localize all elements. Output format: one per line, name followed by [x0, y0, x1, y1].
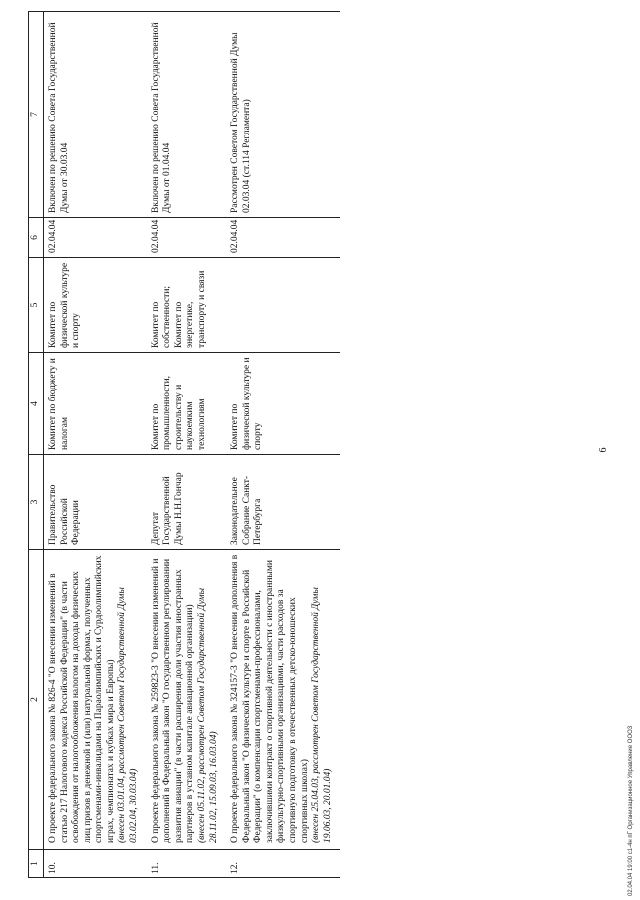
column-header: 3: [29, 455, 44, 550]
status: Включен по решению Совета Государственной Думы от 01.04.04: [147, 12, 226, 218]
column-header: 2: [29, 550, 44, 850]
column-header: 4: [29, 353, 44, 455]
bill-description: [44, 550, 147, 850]
date: 02.04.04: [226, 218, 340, 258]
responsible-committee: Комитет по физической культуре и спорту: [226, 353, 340, 455]
bill-description: [147, 550, 226, 850]
status: Включен по решению Совета Государственной Думы от 30.03.04: [44, 12, 147, 218]
column-header: 1: [29, 850, 44, 878]
bill-description: [226, 550, 340, 850]
row-number: 11.: [147, 850, 226, 878]
row-number: 12.: [226, 850, 340, 878]
co-committee: [226, 258, 340, 353]
bill-author: Правительство Российской Федерации: [44, 455, 147, 550]
page-number: 6: [598, 447, 609, 453]
column-header: 6: [29, 218, 44, 258]
bill-history-note: (внесен 03.01.04, рассмотрен Советом Государственной Думы 03.02.04, 30.03.04): [117, 587, 140, 843]
column-header: 5: [29, 258, 44, 353]
table-row: [44, 12, 147, 878]
status: Рассмотрен Советом Государственной Думы 02.03.04 (ст.114 Регламента): [226, 12, 340, 218]
row-number: 10.: [44, 850, 147, 878]
bill-history-note: (внесен 25.04.03, рассмотрен Советом Государственной Думы 19.06.03, 20.01.04): [311, 587, 333, 843]
bill-history-note: (внесен 05.11.02, рассмотрен Советом Государственной Думы 28.11.02, 15.09.03, 16.03.04): [196, 587, 219, 843]
date: 02.04.04: [147, 218, 226, 258]
date: 02.04.04: [44, 218, 147, 258]
bill-author: Депутат Государственной Думы Н.Н.Гончар: [147, 455, 226, 550]
table-row: [147, 12, 226, 878]
column-header: 7: [29, 12, 44, 218]
bill-author: Законодательное Собрание Санкт-Петербурга: [226, 455, 340, 550]
bills-table: [28, 11, 340, 878]
header-row: [29, 12, 44, 878]
table-row: [226, 12, 340, 878]
bill-title: О проекте федерального закона № 324157-3 "О внесении дополнения в Федеральный закон "О физической культуре и спорте в Российской Федерации" (о компенсации спортсменами-профессионалами, заключившими контракт о спортивной деятельности с иностранными физкультурно-спортивными организациями, части расходов за спортивную подготовку в отечественных детско-юношеских спортивных школах): [230, 554, 310, 843]
bill-title: О проекте федерального закона № 826-4 "О внесении изменений в статью 217 Налогового кодекса Российской Федерации" (в части освобождения от налогообложения налогом на доходы физических лиц призов в денежной и (или) натуральной формах, полученных спортсменами-инвалидами на Параолимпийских и Сурдоолимпийских играх, чемпионатах и кубках мира и Европы): [48, 555, 116, 843]
co-committee: Комитет по собственности; Комитет по энергетике, транспорту и связи: [147, 258, 226, 353]
footer-print-mark: 02.04.04 19:00 с1-4н пГ Организационное Управление ООО3: [628, 725, 634, 896]
bill-title: О проекте федерального закона № 259823-3 "О внесении изменений и дополнений в Федеральный закон "О государственном регулировании развития авиации" (в части расширения доли участия иностранных партнеров в уставном капитале авиационной организации): [150, 558, 196, 843]
co-committee: Комитет по физической культуре и спорту: [44, 258, 147, 353]
responsible-committee: Комитет по промышленности, строительству и наукоемким технологиям: [147, 353, 226, 455]
responsible-committee: Комитет по бюджету и налогам: [44, 353, 147, 455]
